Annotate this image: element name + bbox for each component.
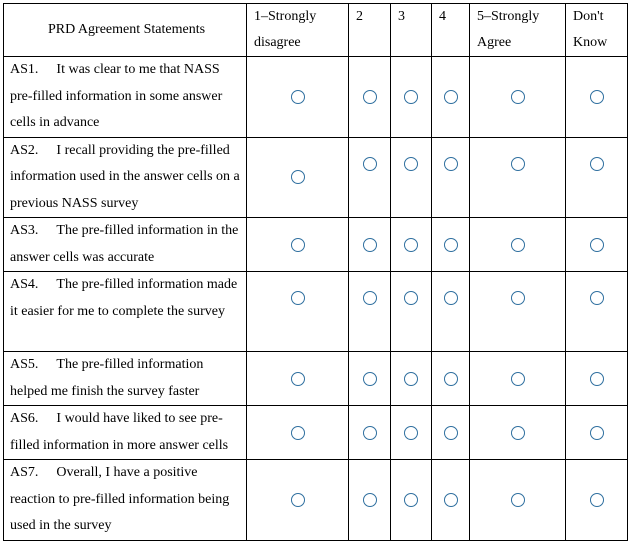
statement-text: I recall providing the pre-filled information used in the answer cells on a previous NASS survey: [10, 142, 240, 211]
table-row: [4, 352, 628, 406]
radio-as1-dont-know[interactable]: [590, 90, 604, 104]
radio-as4-2[interactable]: [363, 291, 377, 305]
radio-as6-5[interactable]: [511, 426, 525, 440]
statement-cell: [4, 272, 247, 352]
radio-as5-3[interactable]: [404, 372, 418, 386]
radio-as4-dont-know[interactable]: [590, 291, 604, 305]
option-header-3: 3: [391, 4, 432, 57]
option-cell: [349, 272, 391, 352]
radio-as1-1[interactable]: [291, 90, 305, 104]
statement-cell: [4, 57, 247, 138]
statement-text: Overall, I have a positive reaction to pre-filled information being used in the survey: [10, 465, 230, 533]
option-cell: [566, 57, 628, 138]
statement-text: It was clear to me that NASS pre-filled information in some answer cells in advance: [10, 62, 223, 130]
radio-as3-dont-know[interactable]: [590, 238, 604, 252]
radio-as2-5[interactable]: [511, 157, 525, 171]
option-cell: [566, 218, 628, 272]
option-cell: [391, 137, 432, 218]
table-row: [4, 272, 628, 352]
option-cell: [247, 460, 349, 541]
radio-as7-1[interactable]: [291, 493, 305, 507]
header-row: [4, 4, 628, 57]
option-cell: [566, 272, 628, 352]
option-cell: [470, 460, 566, 541]
table-row: [4, 460, 628, 541]
option-cell: [349, 352, 391, 406]
option-header-1: 1–Strongly disagree: [247, 4, 349, 57]
option-cell: [391, 218, 432, 272]
statement-id: AS1.: [10, 62, 39, 77]
option-cell: [391, 57, 432, 138]
option-header-5: 5–Strongly Agree: [470, 4, 566, 57]
prd-agreement-table: [3, 3, 628, 541]
option-cell: [470, 406, 566, 460]
option-cell: [349, 137, 391, 218]
radio-as7-5[interactable]: [511, 493, 525, 507]
option-cell: [432, 137, 470, 218]
option-cell: [566, 352, 628, 406]
statement-column-header: PRD Agreement Statements: [4, 4, 247, 57]
radio-as3-5[interactable]: [511, 238, 525, 252]
option-cell: [391, 352, 432, 406]
statement-cell: [4, 137, 247, 218]
radio-as4-3[interactable]: [404, 291, 418, 305]
radio-as1-2[interactable]: [363, 90, 377, 104]
radio-as2-1[interactable]: [291, 170, 305, 184]
radio-as3-4[interactable]: [444, 238, 458, 252]
radio-as3-1[interactable]: [291, 238, 305, 252]
radio-as5-dont-know[interactable]: [590, 372, 604, 386]
radio-as5-4[interactable]: [444, 372, 458, 386]
option-header-2: 2: [349, 4, 391, 57]
option-cell: [349, 406, 391, 460]
option-cell: [349, 57, 391, 138]
radio-as7-3[interactable]: [404, 493, 418, 507]
radio-as6-dont-know[interactable]: [590, 426, 604, 440]
radio-as6-3[interactable]: [404, 426, 418, 440]
radio-as7-4[interactable]: [444, 493, 458, 507]
radio-as1-3[interactable]: [404, 90, 418, 104]
option-cell: [247, 272, 349, 352]
statement-id: AS7.: [10, 465, 39, 480]
statement-text: The pre-filled information in the answer cells was accurate: [10, 223, 239, 265]
table-row: [4, 218, 628, 272]
statement-cell: [4, 352, 247, 406]
radio-as4-1[interactable]: [291, 291, 305, 305]
radio-as5-5[interactable]: [511, 372, 525, 386]
radio-as2-2[interactable]: [363, 157, 377, 171]
option-cell: [432, 460, 470, 541]
option-cell: [432, 352, 470, 406]
option-cell: [391, 272, 432, 352]
statement-text: The pre-filled information made it easier for me to complete the survey: [10, 277, 238, 319]
radio-as4-5[interactable]: [511, 291, 525, 305]
option-cell: [566, 406, 628, 460]
option-cell: [391, 406, 432, 460]
radio-as6-4[interactable]: [444, 426, 458, 440]
option-cell: [470, 218, 566, 272]
table-row: [4, 406, 628, 460]
radio-as2-3[interactable]: [404, 157, 418, 171]
radio-as3-2[interactable]: [363, 238, 377, 252]
option-cell: [432, 57, 470, 138]
statement-id: AS6.: [10, 411, 39, 426]
statement-cell: [4, 218, 247, 272]
option-cell: [432, 218, 470, 272]
option-cell: [247, 406, 349, 460]
option-cell: [470, 352, 566, 406]
radio-as7-dont-know[interactable]: [590, 493, 604, 507]
option-cell: [247, 352, 349, 406]
option-cell: [349, 218, 391, 272]
radio-as6-1[interactable]: [291, 426, 305, 440]
option-cell: [247, 218, 349, 272]
statement-text: I would have liked to see pre-filled information in more answer cells: [10, 411, 229, 453]
option-cell: [349, 460, 391, 541]
table-row: [4, 137, 628, 218]
option-cell: [391, 460, 432, 541]
statement-cell: [4, 460, 247, 541]
radio-as4-4[interactable]: [444, 291, 458, 305]
option-cell: [470, 272, 566, 352]
radio-as5-1[interactable]: [291, 372, 305, 386]
radio-as6-2[interactable]: [363, 426, 377, 440]
statement-id: AS5.: [10, 357, 39, 372]
statement-id: AS2.: [10, 142, 39, 158]
option-header-dont-know: Don't Know: [566, 4, 628, 57]
option-cell: [566, 137, 628, 218]
option-cell: [432, 406, 470, 460]
radio-as1-5[interactable]: [511, 90, 525, 104]
radio-as7-2[interactable]: [363, 493, 377, 507]
statement-id: AS3.: [10, 223, 39, 238]
radio-as5-2[interactable]: [363, 372, 377, 386]
radio-as2-dont-know[interactable]: [590, 157, 604, 171]
radio-as1-4[interactable]: [444, 90, 458, 104]
option-cell: [247, 137, 349, 218]
table-row: [4, 57, 628, 138]
statement-id: AS4.: [10, 277, 39, 292]
option-cell: [566, 460, 628, 541]
radio-as3-3[interactable]: [404, 238, 418, 252]
statement-cell: [4, 406, 247, 460]
option-cell: [432, 272, 470, 352]
option-cell: [470, 57, 566, 138]
statement-text: The pre-filled information helped me finish the survey faster: [10, 357, 204, 399]
option-cell: [247, 57, 349, 138]
radio-as2-4[interactable]: [444, 157, 458, 171]
option-cell: [470, 137, 566, 218]
option-header-4: 4: [432, 4, 470, 57]
